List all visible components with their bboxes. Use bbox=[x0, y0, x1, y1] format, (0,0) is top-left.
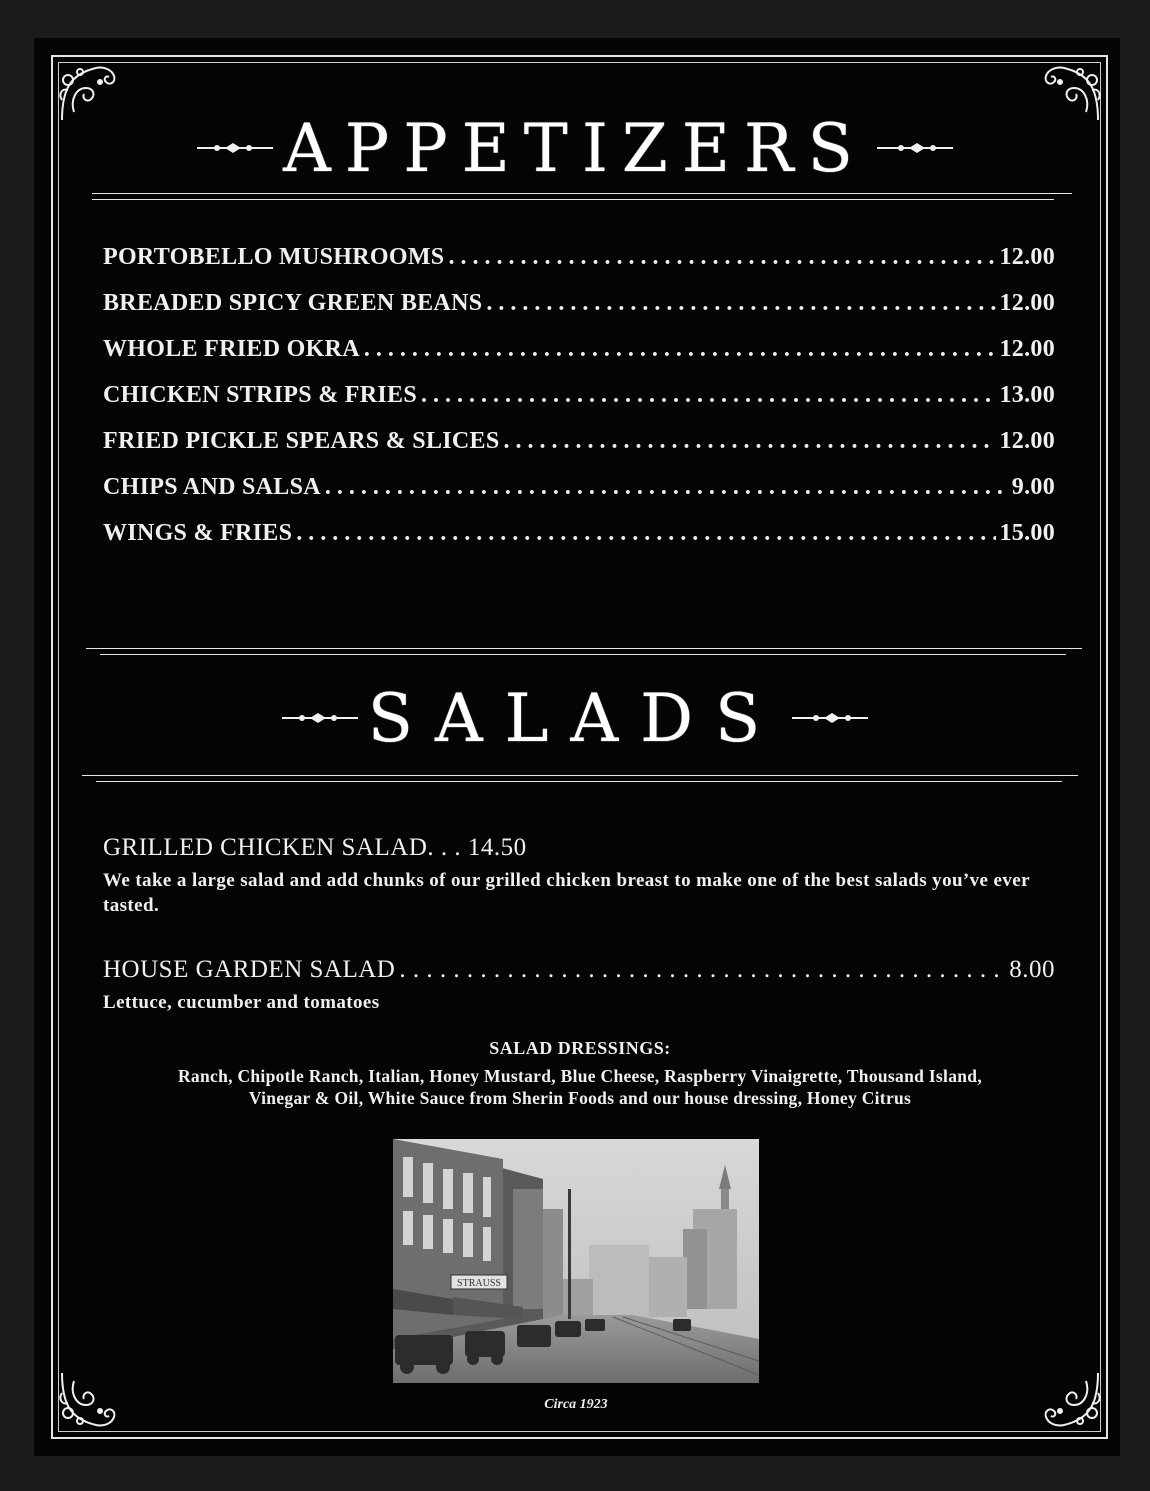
item-price: 9.00 bbox=[1011, 474, 1055, 500]
item-price: 12.00 bbox=[999, 290, 1055, 316]
dressings-list bbox=[80, 1065, 1080, 1109]
salad-description: We take a large salad and add chunks of our grilled chicken breast to make one of the best salads you’ve ever tasted. bbox=[103, 870, 1030, 916]
grilled-chicken-salad bbox=[103, 834, 1063, 918]
historic-street-photo bbox=[393, 1139, 759, 1383]
item-price: 12.00 bbox=[999, 428, 1055, 454]
divider-rule bbox=[92, 199, 1054, 200]
store-sign: STRAUSS bbox=[457, 1278, 501, 1289]
divider-ornament-icon bbox=[195, 140, 275, 156]
dot-leader bbox=[421, 382, 996, 409]
divider-rule bbox=[100, 654, 1066, 655]
dressings-label: SALAD DRESSINGS: bbox=[489, 1038, 671, 1058]
item-price: 13.00 bbox=[999, 382, 1055, 408]
dot-leader bbox=[486, 290, 995, 317]
dressings-line: Vinegar & Oil, White Sauce from Sherin Foods and our house dressing, Honey Citrus bbox=[248, 1088, 912, 1108]
salad-dressings bbox=[80, 1038, 1080, 1109]
list-item bbox=[103, 336, 1055, 382]
item-price: 15.00 bbox=[999, 520, 1055, 546]
salad-price: 8.00 bbox=[1009, 956, 1055, 983]
appetizers-heading bbox=[0, 108, 1150, 188]
list-item bbox=[103, 428, 1055, 474]
salad-name: GRILLED CHICKEN SALAD. . . 14.50 bbox=[103, 834, 527, 861]
list-item bbox=[103, 474, 1055, 520]
dot-leader bbox=[504, 428, 996, 455]
divider-ornament-icon bbox=[280, 710, 360, 726]
divider-rule bbox=[86, 648, 1082, 649]
appetizers-title: APPETIZERS bbox=[283, 109, 867, 187]
item-name: WINGS & FRIES bbox=[103, 520, 293, 546]
divider-rule bbox=[96, 781, 1062, 782]
dot-leader bbox=[399, 956, 1005, 984]
dressings-line: Ranch, Chipotle Ranch, Italian, Honey Mustard, Blue Cheese, Raspberry Vinaigrette, Thousand Island, bbox=[177, 1066, 982, 1086]
dot-leader bbox=[448, 244, 995, 271]
item-price: 12.00 bbox=[999, 336, 1055, 362]
divider-ornament-icon bbox=[875, 140, 955, 156]
list-item bbox=[103, 244, 1055, 290]
dot-leader bbox=[325, 474, 1008, 501]
item-name: PORTOBELLO MUSHROOMS bbox=[103, 244, 445, 270]
dot-leader bbox=[364, 336, 996, 363]
dot-leader bbox=[296, 520, 995, 547]
salad-description: Lettuce, cucumber and tomatoes bbox=[103, 992, 380, 1013]
corner-ornament-icon bbox=[56, 1367, 122, 1433]
item-name: CHICKEN STRIPS & FRIES bbox=[103, 382, 417, 408]
list-item bbox=[103, 520, 1055, 566]
divider-ornament-icon bbox=[790, 710, 870, 726]
appetizer-list bbox=[103, 244, 1055, 566]
corner-ornament-icon bbox=[1038, 1367, 1104, 1433]
salads-heading bbox=[0, 678, 1150, 758]
photo-caption: Circa 1923 bbox=[544, 1397, 608, 1412]
salads-title: SALADS bbox=[367, 679, 783, 757]
salad-name: HOUSE GARDEN SALAD bbox=[103, 956, 396, 983]
divider-rule bbox=[92, 193, 1072, 194]
divider-rule bbox=[82, 775, 1078, 776]
item-name: WHOLE FRIED OKRA bbox=[103, 336, 360, 362]
salad-row bbox=[103, 956, 1055, 984]
list-item bbox=[103, 382, 1055, 428]
item-name: BREADED SPICY GREEN BEANS bbox=[103, 290, 483, 316]
item-name: FRIED PICKLE SPEARS & SLICES bbox=[103, 428, 500, 454]
house-garden-salad bbox=[103, 956, 1055, 1014]
item-name: CHIPS AND SALSA bbox=[103, 474, 321, 500]
item-price: 12.00 bbox=[999, 244, 1055, 270]
list-item bbox=[103, 290, 1055, 336]
